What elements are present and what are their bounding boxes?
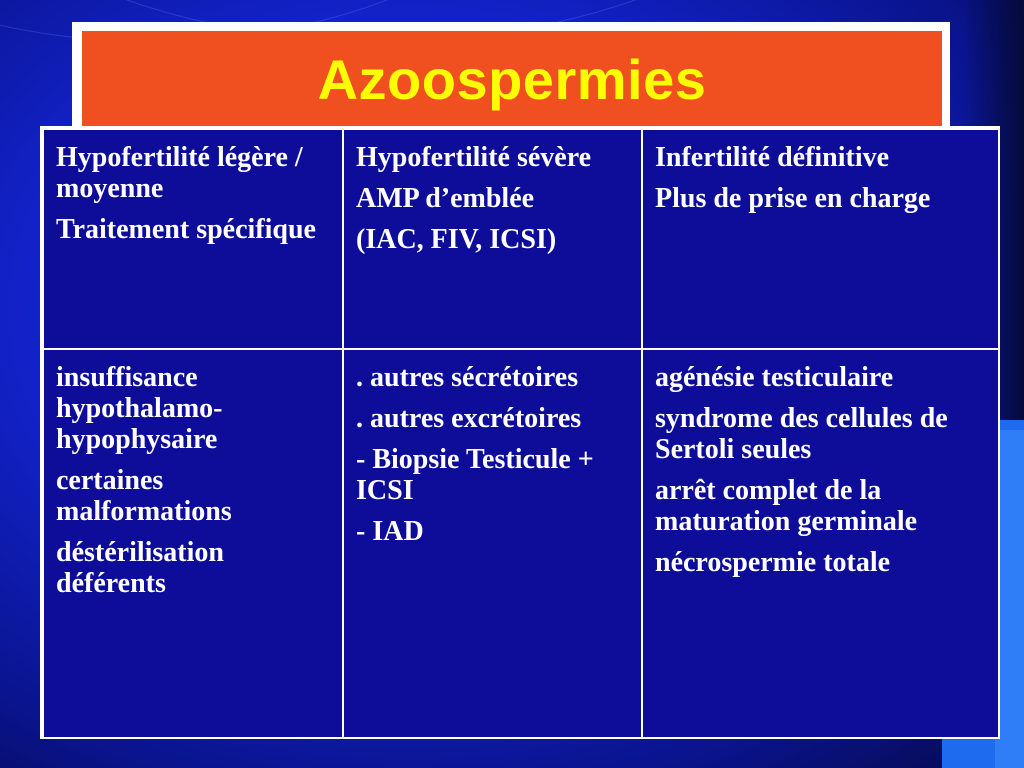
cell-mild-hypofertility (43, 129, 343, 349)
cell-line: . autres excrétoires (356, 403, 582, 434)
cell-line: Traitement spécifique (56, 214, 316, 245)
cell-line: insuffisance hypothalamo-hypophysaire (56, 362, 223, 455)
cell-line: . autres sécrétoires (356, 362, 579, 393)
cell-line: (IAC, FIV, ICSI) (356, 224, 557, 255)
table-row-header (43, 129, 999, 349)
cell-line: AMP d’emblée (356, 183, 535, 214)
cell-severe-hypofertility (343, 129, 642, 349)
content-table-frame (40, 126, 1000, 739)
cell-line: - Biopsie Testicule + ICSI (356, 444, 594, 506)
content-table (42, 128, 1000, 739)
cell-line: - IAD (356, 516, 424, 547)
slide-title: Azoospermies (317, 47, 707, 111)
cell-line: certaines malformations (56, 465, 232, 527)
cell-definitive-infertility (642, 129, 999, 349)
cell-line: agénésie testiculaire (655, 362, 894, 393)
cell-line: Infertilité définitive (655, 142, 890, 173)
cell-line: arrêt complet de la maturation germinale (655, 475, 918, 537)
cell-line: déstérilisation déférents (56, 537, 224, 599)
cell-line: nécrospermie totale (655, 547, 891, 578)
cell-line: Hypofertilité légère / moyenne (56, 142, 303, 204)
cell-line: Plus de prise en charge (655, 183, 931, 214)
title-box (82, 31, 942, 127)
cell-line: syndrome des cellules de Sertoli seules (655, 403, 948, 465)
cell-definitive-causes (642, 349, 999, 738)
cell-mild-causes (43, 349, 343, 738)
cell-line: Hypofertilité sévère (356, 142, 592, 173)
cell-severe-causes (343, 349, 642, 738)
table-row-body (43, 349, 999, 738)
